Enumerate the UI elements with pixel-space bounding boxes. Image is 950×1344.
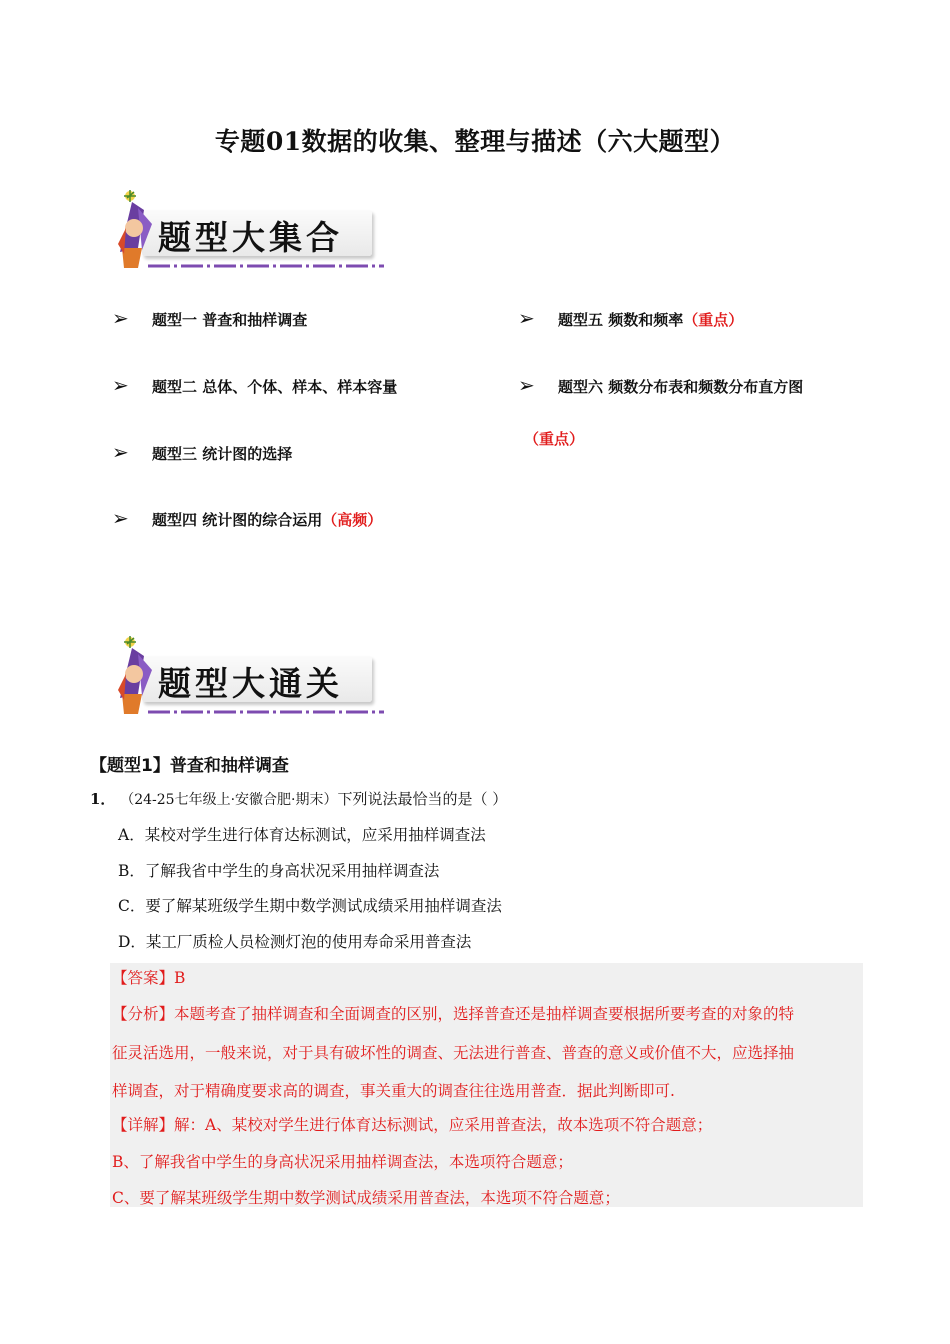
section-number: 1	[141, 756, 153, 776]
banner-pass-text: 题型大通关	[158, 664, 343, 703]
section-suffix: 】	[152, 756, 170, 776]
arrow-bullet-icon: ➢	[112, 373, 129, 397]
analysis-line: 样调查，对于精确度要求高的调查，事关重大的调查往往选用普查．据此判断即可.	[112, 1082, 675, 1100]
question-text: 下列说法最恰当的是（ ）	[337, 790, 508, 808]
detail-line: C、要了解某班级学生期中数学测试成绩采用普查法，本选项不符合题意；	[112, 1189, 620, 1207]
toc-item-6-tag	[524, 428, 584, 449]
option-d[interactable]: D．某工厂质检人员检测灯泡的使用寿命采用普查法	[118, 933, 472, 951]
toc-item-4[interactable]	[112, 506, 382, 530]
analysis-line: 征灵活选用，一般来说，对于具有破坏性的调查、无法进行普查、普查的意义或价值不大，应选择抽	[112, 1044, 795, 1062]
toc-tag: （重点）	[683, 311, 744, 329]
arrow-bullet-icon: ➢	[112, 506, 129, 530]
toc-tag: （重点）	[524, 430, 585, 448]
toc-label: 题型一 普查和抽样调查	[152, 311, 308, 329]
toc-label: 题型六 频数分布表和频数分布直方图	[558, 378, 804, 396]
toc-item-3[interactable]	[112, 440, 292, 464]
banner-pass	[112, 634, 382, 722]
section-prefix: 【题型	[90, 756, 141, 776]
banner-collection-text: 题型大集合	[158, 218, 343, 257]
answer-line: 【答案】B	[112, 969, 186, 987]
toc-label: 题型五 频数和频率	[558, 311, 684, 329]
toc-item-1[interactable]	[112, 306, 307, 330]
section-title: 普查和抽样调查	[169, 756, 289, 776]
option-b[interactable]: B．了解我省中学生的身高状况采用抽样调查法	[118, 862, 440, 880]
toc-item-5[interactable]	[518, 306, 743, 330]
analysis-line: 【分析】本题考查了抽样调查和全面调查的区别，选择普查还是抽样调查要根据所要考查的对象的特	[112, 1005, 795, 1023]
toc-label: 题型三 统计图的选择	[152, 445, 293, 463]
banner-collection	[112, 188, 382, 276]
toc-item-6[interactable]	[518, 373, 803, 397]
arrow-bullet-icon: ➢	[518, 306, 535, 330]
toc-label: 题型四 统计图的综合运用	[152, 511, 323, 529]
section-heading	[90, 751, 289, 776]
arrow-bullet-icon: ➢	[518, 373, 535, 397]
arrow-bullet-icon: ➢	[112, 440, 129, 464]
detail-line: 【详解】解：A、某校对学生进行体育达标测试，应采用普查法，故本选项不符合题意；	[112, 1116, 713, 1134]
question-number: 1．	[90, 790, 116, 808]
page-title: 专题01数据的收集、整理与描述（六大题型）	[214, 127, 736, 156]
toc-label: 题型二 总体、个体、样本、样本容量	[152, 378, 398, 396]
option-c[interactable]: C．要了解某班级学生期中数学测试成绩采用抽样调查法	[118, 897, 502, 915]
option-a[interactable]: A．某校对学生进行体育达标测试，应采用抽样调查法	[118, 826, 486, 844]
arrow-bullet-icon: ➢	[112, 306, 129, 330]
toc-item-2[interactable]	[112, 373, 397, 397]
banner-underline	[148, 262, 384, 270]
question-source: （24-25七年级上·安徽合肥·期末）	[120, 792, 338, 808]
detail-line: B、了解我省中学生的身高状况采用抽样调查法，本选项符合题意；	[112, 1153, 573, 1171]
question-stem	[90, 788, 507, 809]
banner-underline	[148, 708, 384, 716]
toc-tag: （高频）	[322, 511, 383, 529]
